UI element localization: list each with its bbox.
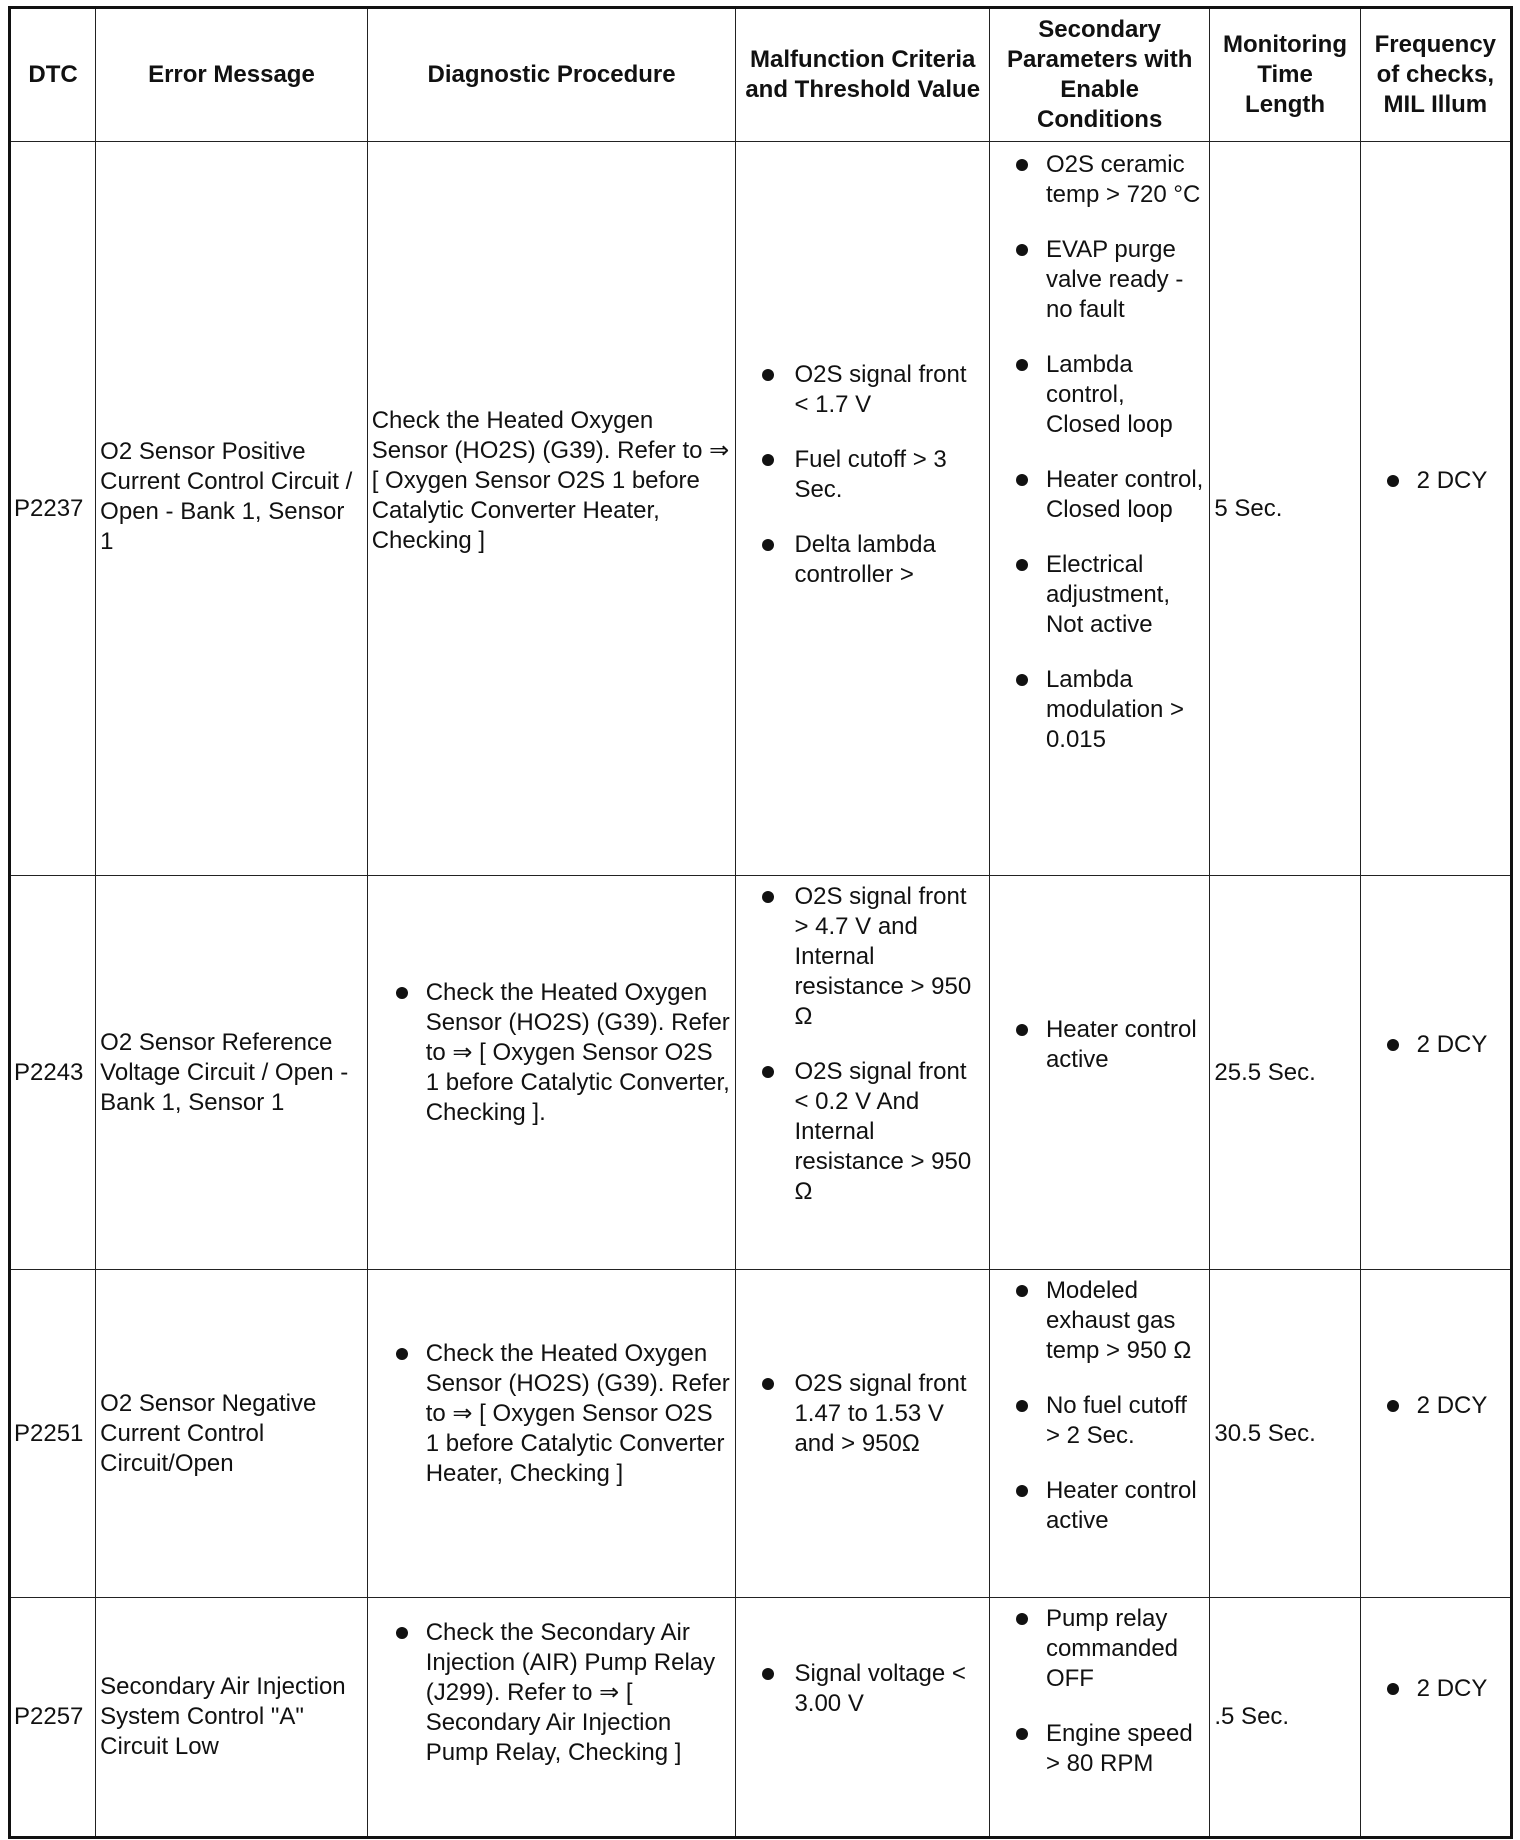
bullet-icon (1387, 475, 1399, 487)
bullet-icon (762, 1066, 774, 1078)
bullet-icon (1016, 159, 1028, 171)
list-item: Lambda modulation > 0.015 (994, 665, 1205, 755)
dtc-table-sheet (8, 6, 1513, 1836)
error-message: Secondary Air Injection System Control "A" Circuit Low (96, 1598, 368, 1838)
list-item: O2S signal front < 0.2 V And Internal resistance > 950 Ω (740, 1057, 985, 1207)
frequency (1360, 876, 1511, 1270)
diagnostic-procedure (367, 1270, 736, 1598)
bullet-icon (396, 987, 408, 999)
monitoring-time: 30.5 Sec. (1210, 1270, 1360, 1598)
bullet-icon (396, 1348, 408, 1360)
list-item: O2S signal front > 4.7 V and Internal resistance > 950 Ω (740, 882, 985, 1032)
list-item: Heater control active (994, 1015, 1205, 1075)
malfunction-criteria (736, 1598, 990, 1838)
list-item: O2S signal front < 1.7 V (740, 360, 985, 420)
list-item: 2 DCY (1365, 1391, 1506, 1421)
list-item: Engine speed > 80 RPM (994, 1719, 1205, 1779)
bullet-icon (1016, 559, 1028, 571)
list-item: Heater control, Closed loop (994, 465, 1205, 525)
bullet-icon (1016, 1728, 1028, 1740)
dtc-table (8, 6, 1513, 1839)
monitoring-time: .5 Sec. (1210, 1598, 1360, 1838)
dtc-code: P2237 (10, 142, 96, 876)
bullet-icon (1016, 1400, 1028, 1412)
bullet-icon (396, 1627, 408, 1639)
list-item: Signal voltage < 3.00 V (740, 1659, 985, 1719)
table-row (10, 142, 1512, 876)
list-item: Electrical adjustment, Not active (994, 550, 1205, 640)
monitoring-time: 5 Sec. (1210, 142, 1360, 876)
malfunction-criteria (736, 142, 990, 876)
list-item: O2S ceramic temp > 720 °C (994, 150, 1205, 210)
list-item: 2 DCY (1365, 1674, 1506, 1704)
list-item: Modeled exhaust gas temp > 950 Ω (994, 1276, 1205, 1366)
list-item: O2S signal front 1.47 to 1.53 V and > 950Ω (740, 1369, 985, 1459)
list-item: Check the Heated Oxygen Sensor (HO2S) (G39). Refer to ⇒ [ Oxygen Sensor O2S 1 before Catalytic Converter, Checking ]. (372, 978, 732, 1128)
list-item: 2 DCY (1365, 1030, 1506, 1060)
bullet-icon (1016, 359, 1028, 371)
dtc-code: P2243 (10, 876, 96, 1270)
bullet-icon (1016, 1024, 1028, 1036)
list-item: No fuel cutoff > 2 Sec. (994, 1391, 1205, 1451)
list-item: Heater control active (994, 1476, 1205, 1536)
list-item: Delta lambda controller > (740, 530, 985, 590)
bullet-icon (1016, 244, 1028, 256)
bullet-icon (762, 891, 774, 903)
secondary-parameters (989, 1270, 1209, 1598)
dtc-code: P2251 (10, 1270, 96, 1598)
list-item: Lambda control, Closed loop (994, 350, 1205, 440)
diagnostic-procedure (367, 1598, 736, 1838)
table-row (10, 1270, 1512, 1598)
list-item: 2 DCY (1365, 466, 1506, 496)
header-frequency: Frequency of checks, MIL Illum (1360, 8, 1511, 142)
malfunction-criteria (736, 1270, 990, 1598)
table-row (10, 876, 1512, 1270)
list-item: EVAP purge valve ready - no fault (994, 235, 1205, 325)
bullet-icon (762, 1668, 774, 1680)
header-malfunction-criteria: Malfunction Criteria and Threshold Value (736, 8, 990, 142)
error-message: O2 Sensor Positive Current Control Circuit / Open - Bank 1, Sensor 1 (96, 130, 368, 864)
dtc-code: P2257 (10, 1598, 96, 1838)
secondary-parameters (989, 142, 1209, 876)
diagnostic-procedure: Check the Heated Oxygen Sensor (HO2S) (G39). Refer to ⇒ [ Oxygen Sensor O2S 1 before Catalytic Converter Heater, Checking ] (367, 114, 736, 848)
bullet-icon (1016, 474, 1028, 486)
list-item: Pump relay commanded OFF (994, 1604, 1205, 1694)
bullet-icon (1016, 1485, 1028, 1497)
list-item: Fuel cutoff > 3 Sec. (740, 445, 985, 505)
diagnostic-procedure (367, 876, 736, 1270)
bullet-icon (1387, 1683, 1399, 1695)
table-row (10, 1598, 1512, 1838)
list-item: Check the Secondary Air Injection (AIR) Pump Relay (J299). Refer to ⇒ [ Secondary Air Injection Pump Relay, Checking ] (372, 1618, 732, 1768)
header-secondary-parameters: Secondary Parameters with Enable Conditions (989, 8, 1209, 142)
bullet-icon (1016, 1285, 1028, 1297)
bullet-icon (1387, 1039, 1399, 1051)
list-item: Check the Heated Oxygen Sensor (HO2S) (G39). Refer to ⇒ [ Oxygen Sensor O2S 1 before Catalytic Converter Heater, Checking ] (372, 1339, 732, 1489)
bullet-icon (1016, 1613, 1028, 1625)
bullet-icon (1387, 1400, 1399, 1412)
bullet-icon (1016, 674, 1028, 686)
bullet-icon (762, 454, 774, 466)
error-message: O2 Sensor Negative Current Control Circuit/Open (96, 1270, 368, 1598)
header-row (10, 8, 1512, 142)
bullet-icon (762, 539, 774, 551)
header-diagnostic-procedure: Diagnostic Procedure (367, 8, 736, 142)
frequency (1360, 1270, 1511, 1598)
frequency (1360, 1598, 1511, 1838)
monitoring-time: 25.5 Sec. (1210, 876, 1360, 1270)
header-error-message: Error Message (96, 8, 368, 142)
bullet-icon (762, 369, 774, 381)
malfunction-criteria (736, 876, 990, 1270)
header-monitoring-time: Monitoring Time Length (1210, 8, 1360, 142)
frequency (1360, 142, 1511, 876)
secondary-parameters (989, 876, 1209, 1270)
header-dtc: DTC (10, 8, 96, 142)
bullet-icon (762, 1378, 774, 1390)
secondary-parameters (989, 1598, 1209, 1838)
error-message: O2 Sensor Reference Voltage Circuit / Open - Bank 1, Sensor 1 (96, 876, 368, 1270)
